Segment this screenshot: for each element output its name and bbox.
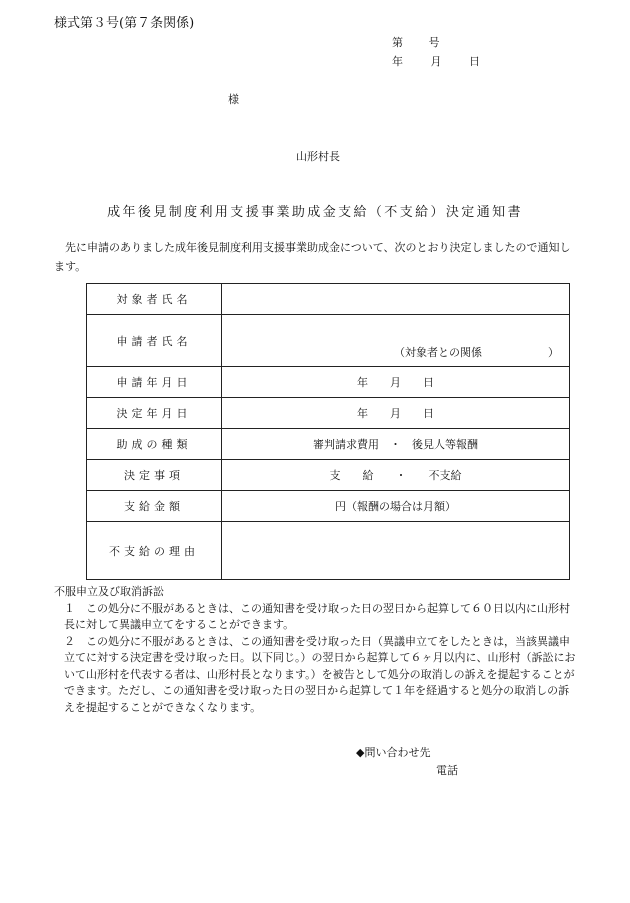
table-row — [87, 522, 570, 580]
table-row — [87, 367, 570, 398]
row-value: 年 月 日 — [222, 398, 570, 429]
intro-paragraph: 先に申請のありました成年後見制度利用支援事業助成金について、次のとおり決定しましたので通知します。 — [54, 241, 571, 273]
row-label: 申請者氏名 — [87, 315, 222, 367]
appeal-item-2: ２ この処分に不服があるときは、この通知書を受け取った日（異議申立てをしたときは，当該異議申立てに対する決定書を受け取った日。以下同じ。）の翌日から起算して６ヶ月以内に、山形村（訴訟において山形村を代表する者は、山形村長となります。）を被告として処分の取消しの訴えを提起することができます。ただし、この通知書を受け取った日の翌日から起算して１年を経過すると処分の取消しの訴えを提起することができなくなります。 — [64, 634, 576, 714]
row-label: 決定年月日 — [87, 398, 222, 429]
row-value: 円（報酬の場合は月額） — [222, 491, 570, 522]
table-row — [87, 429, 570, 460]
row-label: 申請年月日 — [87, 367, 222, 398]
row-label: 決定事項 — [87, 460, 222, 491]
row-value — [222, 522, 570, 580]
contact-label: ◆問い合わせ先 — [356, 746, 431, 759]
row-value: 年 月 日 — [222, 367, 570, 398]
appeal-item-1: １ この処分に不服があるときは、この通知書を受け取った日の翌日から起算して６０日以内に山形村長に対して異議申立てをすることができます。 — [64, 601, 570, 631]
appeal-heading: 不服申立及び取消訴訟 — [54, 585, 164, 598]
row-value — [222, 315, 570, 367]
addressee-suffix: 様 — [228, 93, 239, 106]
table-row — [87, 491, 570, 522]
relation-note: （対象者との関係 ） — [394, 345, 559, 359]
appeal-section — [54, 584, 578, 716]
row-label: 支給金額 — [87, 491, 222, 522]
table-row — [87, 284, 570, 315]
sender-name: 山形村長 — [296, 150, 340, 163]
table-row — [87, 398, 570, 429]
table-row — [87, 315, 570, 367]
decision-table — [86, 283, 570, 580]
row-value — [222, 284, 570, 315]
document-number-line: 第 号 — [392, 36, 440, 49]
table-row — [87, 460, 570, 491]
document-date-line: 年 月 日 — [392, 55, 480, 68]
row-label: 助成の種類 — [87, 429, 222, 460]
form-number: 様式第３号(第７条関係) — [54, 16, 195, 31]
row-label: 不支給の理由 — [87, 522, 222, 580]
row-value: 支 給 ・ 不支給 — [222, 460, 570, 491]
row-value: 審判請求費用 ・ 後見人等報酬 — [222, 429, 570, 460]
document-title: 成年後見制度利用支援事業助成金支給（不支給）決定通知書 — [107, 205, 523, 220]
row-label: 対象者氏名 — [87, 284, 222, 315]
phone-label: 電話 — [436, 764, 458, 777]
